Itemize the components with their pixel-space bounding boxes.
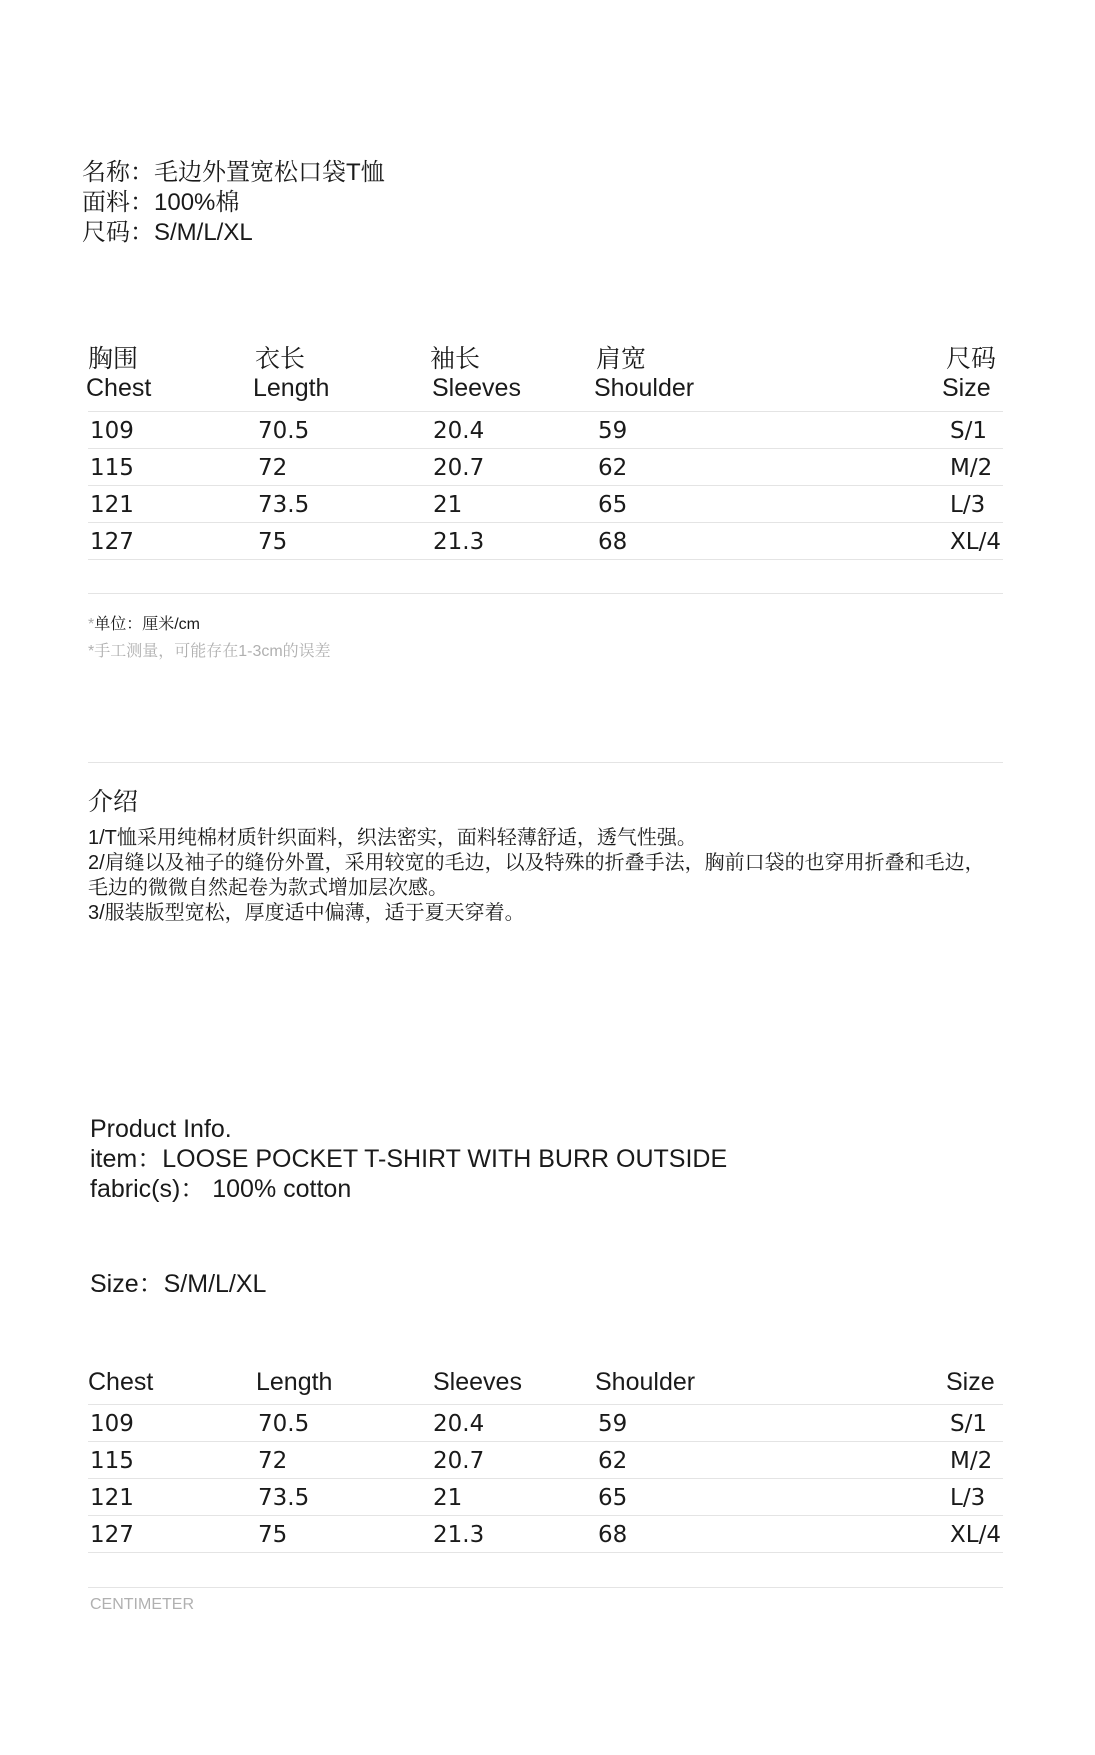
table-header-size: Size — [946, 1368, 995, 1396]
table-row: 127 75 21.3 68 XL/4 — [88, 523, 1003, 560]
product-fabric-line: 面料：100%棉 — [82, 189, 240, 216]
table-row: 109 70.5 20.4 59 S/1 — [88, 412, 1003, 449]
table-header-size: 尺码 Size — [942, 345, 997, 402]
table-header-length: 衣长 Length — [253, 345, 330, 402]
intro-text — [88, 826, 1003, 926]
table-header-chest: Chest — [88, 1368, 154, 1396]
table-header-sleeves: 袖长 Sleeves — [430, 345, 521, 402]
section-divider — [88, 762, 1003, 763]
table-row: 115 72 20.7 62 M/2 — [88, 1442, 1003, 1479]
intro-title: 介绍 — [88, 788, 139, 816]
product-name-line: 名称：毛边外置宽松口袋T恤 — [82, 159, 385, 186]
unit-footer: CENTIMETER — [90, 1596, 194, 1613]
product-size-line-en: Size：S/M/L/XL — [90, 1270, 267, 1298]
table-header-length: Length — [256, 1368, 333, 1396]
intro-line: 3/服装版型宽松，厚度适中偏薄，适于夏天穿着。 — [88, 902, 525, 924]
table-header-shoulder: 肩宽 Shoulder — [594, 345, 695, 402]
table-header-chest: 胸围 Chest — [86, 345, 152, 402]
table-bottom-divider — [88, 593, 1003, 594]
product-size-line: 尺码：S/M/L/XL — [82, 219, 253, 246]
product-info-cn — [82, 158, 385, 248]
unit-note: *单位：厘米/cm — [88, 616, 201, 633]
table-row: 121 73.5 21 65 L/3 — [88, 1479, 1003, 1516]
table-header-shoulder: Shoulder — [595, 1368, 696, 1396]
measurement-note: *手工测量，可能存在1-3cm的误差 — [88, 643, 331, 660]
product-fabric-line-en: fabric(s)： 100% cotton — [90, 1175, 352, 1203]
product-info-en — [90, 1114, 727, 1204]
table-bottom-divider — [88, 1587, 1003, 1588]
table-row: 115 72 20.7 62 M/2 — [88, 449, 1003, 486]
intro-line: 2/肩缝以及袖子的缝份外置，采用较宽的毛边，以及特殊的折叠手法，胸前口袋的也穿用折叠和毛边，毛边的微微自然起卷为款式增加层次感。 — [88, 852, 985, 899]
table-row: 109 70.5 20.4 59 S/1 — [88, 1405, 1003, 1442]
product-info-title: Product Info. — [90, 1115, 232, 1143]
intro-line: 1/T恤采用纯棉材质针织面料，织法密实，面料轻薄舒适，透气性强。 — [88, 827, 697, 849]
table-row: 127 75 21.3 68 XL/4 — [88, 1516, 1003, 1553]
table-row: 121 73.5 21 65 L/3 — [88, 486, 1003, 523]
product-item-line: item：LOOSE POCKET T-SHIRT WITH BURR OUTSIDE — [90, 1145, 728, 1173]
table-header-sleeves: Sleeves — [433, 1368, 522, 1396]
